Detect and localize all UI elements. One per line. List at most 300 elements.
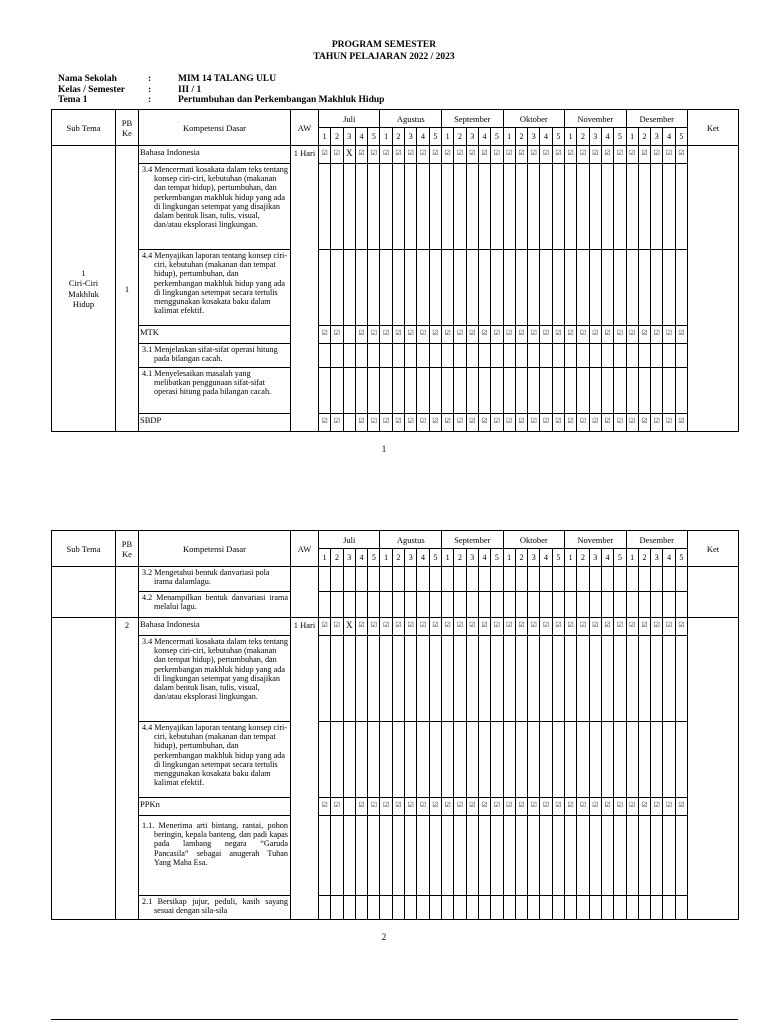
week-cell xyxy=(663,592,675,618)
week-cell xyxy=(614,722,626,798)
week-check: ☑ xyxy=(528,326,540,344)
week-cell xyxy=(626,722,638,798)
week-cell xyxy=(491,567,503,592)
week-check: ☑ xyxy=(478,798,490,816)
week-cell xyxy=(343,592,355,618)
week-number: 1 xyxy=(565,549,577,567)
week-cell xyxy=(540,816,552,896)
week-check: ☑ xyxy=(429,146,441,164)
week-number: 5 xyxy=(614,128,626,146)
week-check: ☑ xyxy=(466,146,478,164)
week-check: ☑ xyxy=(429,326,441,344)
week-cell xyxy=(343,344,355,368)
week-check: ☑ xyxy=(528,798,540,816)
week-cell xyxy=(392,344,404,368)
week-cell xyxy=(491,722,503,798)
week-check: ☑ xyxy=(589,798,601,816)
week-number: 3 xyxy=(651,128,663,146)
week-cell xyxy=(565,344,577,368)
header-kompetensi-dasar: Kompetensi Dasar xyxy=(139,110,291,146)
week-cell xyxy=(577,567,589,592)
header-row xyxy=(52,110,739,128)
week-cell xyxy=(503,896,515,920)
week-cell xyxy=(515,250,527,326)
week-cell xyxy=(417,164,429,250)
week-check: ☑ xyxy=(515,798,527,816)
week-cell xyxy=(528,567,540,592)
week-cell xyxy=(405,164,417,250)
week-cell xyxy=(442,896,454,920)
header-month: November xyxy=(565,531,627,549)
week-number: 3 xyxy=(343,549,355,567)
week-cell xyxy=(355,722,367,798)
week-cell xyxy=(343,636,355,722)
week-cell xyxy=(503,567,515,592)
header-sub-tema: Sub Tema xyxy=(52,110,116,146)
week-check: ☑ xyxy=(663,326,675,344)
table-row xyxy=(52,618,739,636)
program-title: PROGRAM SEMESTER xyxy=(331,40,437,50)
week-cell xyxy=(454,592,466,618)
table-row xyxy=(52,164,739,250)
page-number-1: 1 xyxy=(381,444,387,454)
week-check: ☑ xyxy=(663,414,675,432)
week-check: ☑ xyxy=(491,798,503,816)
week-number: 4 xyxy=(663,128,675,146)
week-number: 3 xyxy=(528,549,540,567)
week-cell xyxy=(614,567,626,592)
week-check: ☑ xyxy=(380,618,392,636)
week-check: ☑ xyxy=(614,798,626,816)
week-cell xyxy=(331,567,343,592)
week-cell xyxy=(651,164,663,250)
aw-cell xyxy=(291,567,319,618)
week-cell xyxy=(515,722,527,798)
info-value: Pertumbuhan dan Perkembangan Makhluk Hidup xyxy=(178,95,385,105)
week-cell xyxy=(601,250,613,326)
week-cell xyxy=(454,368,466,414)
week-cell xyxy=(601,164,613,250)
week-check: ☑ xyxy=(429,414,441,432)
week-check: ☑ xyxy=(454,618,466,636)
week-cell xyxy=(540,896,552,920)
header-aw: AW xyxy=(291,110,319,146)
week-cell xyxy=(589,816,601,896)
week-cell xyxy=(368,816,380,896)
week-cell xyxy=(355,368,367,414)
week-cell xyxy=(577,816,589,896)
week-number: 1 xyxy=(380,549,392,567)
week-cell xyxy=(405,816,417,896)
week-cell xyxy=(319,636,331,722)
week-check: ☑ xyxy=(442,414,454,432)
week-cell xyxy=(405,567,417,592)
week-check: ☑ xyxy=(355,146,367,164)
week-cell xyxy=(565,368,577,414)
info-row-school xyxy=(58,74,384,85)
week-cell xyxy=(355,567,367,592)
week-cell xyxy=(577,722,589,798)
week-number: 1 xyxy=(503,128,515,146)
week-check: ☑ xyxy=(442,798,454,816)
week-cell xyxy=(528,250,540,326)
week-check: ☑ xyxy=(614,146,626,164)
week-cell xyxy=(626,636,638,722)
week-number: 4 xyxy=(601,128,613,146)
week-check: ☑ xyxy=(577,798,589,816)
week-check: ☑ xyxy=(466,326,478,344)
week-check: ☑ xyxy=(614,618,626,636)
week-cell xyxy=(429,722,441,798)
week-cell xyxy=(675,592,687,618)
week-number: 2 xyxy=(515,128,527,146)
week-cell xyxy=(638,592,650,618)
week-check: ☑ xyxy=(651,414,663,432)
header-month: Juli xyxy=(319,531,380,549)
week-check: ☑ xyxy=(614,326,626,344)
week-cell xyxy=(663,250,675,326)
week-cell xyxy=(478,592,490,618)
semester-table-page-1 xyxy=(51,109,739,432)
week-cell xyxy=(392,722,404,798)
week-cell xyxy=(651,636,663,722)
week-cell xyxy=(675,896,687,920)
week-check: ☑ xyxy=(614,414,626,432)
table-row xyxy=(52,592,739,618)
week-cell xyxy=(442,344,454,368)
week-cell xyxy=(331,344,343,368)
week-cell xyxy=(355,816,367,896)
info-colon: : xyxy=(148,84,152,95)
week-cell xyxy=(478,164,490,250)
week-cell xyxy=(331,250,343,326)
kd-text: 2.1 Bersikap jujur, peduli, kasih sayang sesuai dengan sila-sila xyxy=(139,896,291,920)
week-check: ☑ xyxy=(429,618,441,636)
week-check: ☑ xyxy=(478,618,490,636)
week-cell xyxy=(331,592,343,618)
info-row-class xyxy=(58,85,384,96)
week-cell xyxy=(540,592,552,618)
kd-text: 3.4 Mencermati kosakata dalam teks tentang konsep ciri-ciri, kebutuhan (makanan dan tempat hidup), pertumbuhan, dan perkembangan makhluk hidup yang ada di lingkungan setempat yang disajikan dalam bentuk lisan, tulis, visual, dan/atau eksplorasi lingkungan. xyxy=(139,164,291,250)
week-cell xyxy=(515,344,527,368)
week-cell xyxy=(528,164,540,250)
week-cell xyxy=(491,164,503,250)
week-cell xyxy=(454,636,466,722)
week-check: ☑ xyxy=(355,618,367,636)
week-check: ☑ xyxy=(503,146,515,164)
week-cell xyxy=(638,816,650,896)
week-number: 5 xyxy=(429,549,441,567)
table-row xyxy=(52,326,739,344)
week-cell xyxy=(577,636,589,722)
kd-text: 4.1 Menyelesaikan masalah yang melibatkan penggunaan sifat-sifat operasi hitung pada bilangan cacah. xyxy=(139,368,291,414)
week-check: ☑ xyxy=(417,326,429,344)
kd-text: 4.4 Menyajikan laporan tentang konsep ciri-ciri, kebutuhan (makanan dan tempat hidup), pertumbuhan, dan perkembangan makhluk hidup yang ada di lingkungan setempat secara tertulis menggunakan kosakata baku dalam kalimat efektif. xyxy=(139,722,291,798)
week-cell xyxy=(429,164,441,250)
week-check: ☑ xyxy=(368,414,380,432)
week-number: 1 xyxy=(319,549,331,567)
school-info xyxy=(58,74,384,106)
week-cell xyxy=(651,368,663,414)
info-value: MIM 14 TALANG ULU xyxy=(178,74,277,84)
week-cell xyxy=(368,567,380,592)
week-check: ☑ xyxy=(577,146,589,164)
week-cell xyxy=(343,567,355,592)
week-cell xyxy=(405,896,417,920)
info-colon: : xyxy=(148,95,152,105)
week-cell xyxy=(429,567,441,592)
week-cell xyxy=(565,722,577,798)
aw-cell: 1 Hari xyxy=(291,146,319,432)
week-check: ☑ xyxy=(651,326,663,344)
week-cell xyxy=(417,250,429,326)
week-cell xyxy=(663,344,675,368)
table-row xyxy=(52,567,739,592)
week-cell xyxy=(552,567,564,592)
week-cell xyxy=(515,164,527,250)
week-check: ☑ xyxy=(405,798,417,816)
week-cell xyxy=(528,368,540,414)
week-cell xyxy=(466,344,478,368)
week-cell xyxy=(392,636,404,722)
week-check: ☑ xyxy=(675,414,687,432)
sub-tema-number: 1 xyxy=(81,267,86,278)
week-cell xyxy=(614,816,626,896)
week-check: ☑ xyxy=(540,326,552,344)
week-number: 3 xyxy=(466,549,478,567)
week-cell xyxy=(368,250,380,326)
week-cell xyxy=(552,164,564,250)
week-cell xyxy=(503,592,515,618)
week-cell xyxy=(651,722,663,798)
week-cell xyxy=(380,368,392,414)
week-cell xyxy=(614,896,626,920)
week-number: 3 xyxy=(651,549,663,567)
week-cell xyxy=(626,164,638,250)
week-number: 5 xyxy=(552,549,564,567)
week-cell xyxy=(319,722,331,798)
week-number: 3 xyxy=(343,128,355,146)
week-check: ☑ xyxy=(417,618,429,636)
week-cell xyxy=(380,567,392,592)
info-value: III / 1 xyxy=(178,84,202,95)
week-cell xyxy=(638,344,650,368)
week-cell xyxy=(515,816,527,896)
week-cell xyxy=(491,250,503,326)
week-cell xyxy=(331,368,343,414)
week-check: ☑ xyxy=(589,414,601,432)
week-cell xyxy=(380,816,392,896)
week-check: ☑ xyxy=(392,146,404,164)
week-check: ☑ xyxy=(368,618,380,636)
week-check: ☑ xyxy=(565,798,577,816)
week-cell xyxy=(515,368,527,414)
week-cell xyxy=(491,896,503,920)
week-check: ☑ xyxy=(417,414,429,432)
table-row xyxy=(52,896,739,920)
week-cell xyxy=(528,722,540,798)
week-cell xyxy=(331,896,343,920)
week-check: ☑ xyxy=(638,326,650,344)
week-check: ☑ xyxy=(503,798,515,816)
week-number: 5 xyxy=(552,128,564,146)
week-number: 2 xyxy=(577,549,589,567)
week-cell xyxy=(614,636,626,722)
week-cell xyxy=(466,722,478,798)
week-check: ☑ xyxy=(405,326,417,344)
week-cell xyxy=(466,250,478,326)
week-cell xyxy=(355,344,367,368)
week-number: 5 xyxy=(675,549,687,567)
week-cell xyxy=(368,636,380,722)
table-row xyxy=(52,722,739,798)
week-number: 2 xyxy=(454,549,466,567)
week-cell xyxy=(552,344,564,368)
week-number: 3 xyxy=(528,128,540,146)
week-cell xyxy=(601,344,613,368)
week-cell xyxy=(614,164,626,250)
week-cell xyxy=(503,344,515,368)
week-check: ☑ xyxy=(442,618,454,636)
week-cell xyxy=(478,250,490,326)
week-cell xyxy=(331,164,343,250)
week-number: 3 xyxy=(589,549,601,567)
week-cell xyxy=(601,636,613,722)
week-number: 4 xyxy=(540,549,552,567)
week-empty xyxy=(343,326,355,344)
week-number: 1 xyxy=(319,128,331,146)
week-cell xyxy=(614,250,626,326)
week-cell xyxy=(626,368,638,414)
week-cell xyxy=(675,816,687,896)
sub-tema-cell xyxy=(52,618,116,920)
week-check: ☑ xyxy=(331,618,343,636)
week-check: ☑ xyxy=(503,618,515,636)
next-page-table-edge xyxy=(51,1019,738,1026)
week-check: ☑ xyxy=(392,414,404,432)
week-cell xyxy=(601,592,613,618)
week-cell xyxy=(589,567,601,592)
week-check: ☑ xyxy=(478,414,490,432)
week-check: ☑ xyxy=(577,618,589,636)
week-cell xyxy=(565,250,577,326)
week-cell xyxy=(319,816,331,896)
week-number: 4 xyxy=(663,549,675,567)
week-check: ☑ xyxy=(331,146,343,164)
week-check: ☑ xyxy=(392,798,404,816)
week-cell xyxy=(319,344,331,368)
week-cell xyxy=(380,250,392,326)
week-cell xyxy=(663,816,675,896)
week-check: ☑ xyxy=(515,326,527,344)
week-cell xyxy=(368,722,380,798)
week-cell xyxy=(442,722,454,798)
week-number: 5 xyxy=(368,549,380,567)
week-check: ☑ xyxy=(577,414,589,432)
week-cell xyxy=(466,636,478,722)
week-cell xyxy=(417,722,429,798)
week-cell xyxy=(589,344,601,368)
week-cell xyxy=(675,636,687,722)
week-check: ☑ xyxy=(417,798,429,816)
week-check: ☑ xyxy=(540,414,552,432)
week-cell xyxy=(442,816,454,896)
week-cell xyxy=(466,567,478,592)
week-cell xyxy=(380,896,392,920)
week-check: ☑ xyxy=(565,326,577,344)
week-number: 1 xyxy=(626,128,638,146)
week-check: ☑ xyxy=(601,618,613,636)
week-check: ☑ xyxy=(466,618,478,636)
week-cell xyxy=(651,344,663,368)
week-check: ☑ xyxy=(454,798,466,816)
academic-year-title: TAHUN PELAJARAN 2022 / 2023 xyxy=(313,52,455,62)
week-cell xyxy=(663,722,675,798)
week-check: ☑ xyxy=(601,326,613,344)
week-cell xyxy=(589,164,601,250)
week-cell xyxy=(417,368,429,414)
week-cell xyxy=(343,164,355,250)
week-check: ☑ xyxy=(442,146,454,164)
week-cell xyxy=(552,250,564,326)
header-month: Agustus xyxy=(380,110,442,128)
week-cell xyxy=(392,567,404,592)
week-number: 4 xyxy=(355,128,367,146)
week-check: ☑ xyxy=(466,414,478,432)
week-cell xyxy=(552,722,564,798)
week-check: ☑ xyxy=(540,146,552,164)
week-number: 4 xyxy=(478,549,490,567)
week-cell xyxy=(552,368,564,414)
week-cell xyxy=(577,592,589,618)
ket-cell xyxy=(688,567,739,618)
week-cell xyxy=(626,592,638,618)
week-check: ☑ xyxy=(528,146,540,164)
week-cell xyxy=(565,567,577,592)
kd-text: 4.4 Menyajikan laporan tentang konsep ciri-ciri, kebutuhan (makanan dan tempat hidup), pertumbuhan, dan perkembangan makhluk hidup yang ada di lingkungan setempat secara tertulis menggunakan kosakata baku dalam kalimat efektif. xyxy=(139,250,291,326)
week-cell xyxy=(454,896,466,920)
info-label: Kelas / Semester xyxy=(58,84,126,95)
header-pb-ke: PB Ke xyxy=(116,110,139,146)
week-check: ☑ xyxy=(319,326,331,344)
week-cell xyxy=(368,368,380,414)
week-cell xyxy=(429,344,441,368)
week-cell xyxy=(528,636,540,722)
week-cell xyxy=(528,344,540,368)
week-cell xyxy=(614,368,626,414)
week-cell xyxy=(454,164,466,250)
week-cell xyxy=(392,592,404,618)
week-check: ☑ xyxy=(491,618,503,636)
week-check: ☑ xyxy=(405,146,417,164)
week-cell xyxy=(466,592,478,618)
week-cell xyxy=(380,164,392,250)
week-cell xyxy=(540,722,552,798)
week-cell xyxy=(478,636,490,722)
week-cell xyxy=(601,816,613,896)
week-check: ☑ xyxy=(638,414,650,432)
week-cell xyxy=(429,896,441,920)
sub-tema-cell xyxy=(52,146,116,432)
week-check: ☑ xyxy=(355,326,367,344)
week-check: ☑ xyxy=(417,146,429,164)
week-cell xyxy=(417,636,429,722)
week-cell xyxy=(405,592,417,618)
week-cell xyxy=(392,164,404,250)
week-check: ☑ xyxy=(478,326,490,344)
week-check: ☑ xyxy=(638,146,650,164)
week-check: ☑ xyxy=(405,414,417,432)
